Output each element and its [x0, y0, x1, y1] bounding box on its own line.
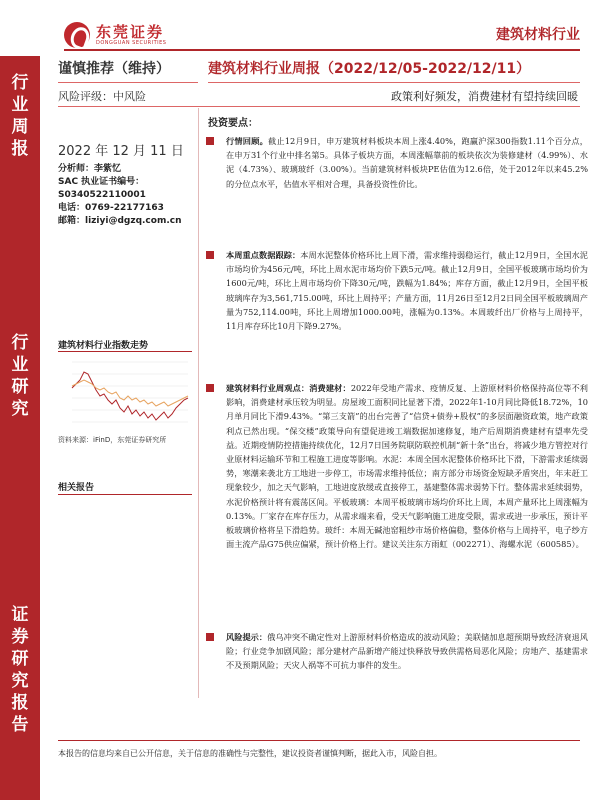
industry-title: 建筑材料行业: [496, 27, 580, 43]
point-market-review: [226, 134, 588, 191]
point-body: 俄乌冲突不确定性对上游原材料价格造成的波动风险；美联储加息超预期导致经济衰退风险；行业竞争加剧风险；部分建材产品新增产能过快释放导致供需格局恶化风险；房地产、基建需求不及预期风险；天灾人祸等不可抗力事件的发生。: [226, 632, 588, 671]
bullet-icon: [206, 137, 214, 145]
index-chart-divider: [58, 351, 192, 352]
title-divider: [208, 82, 580, 83]
logo-mark-icon: [64, 22, 90, 48]
rating-divider: [58, 82, 198, 83]
side-label-report: 证 券 研 究 报 告: [11, 605, 29, 735]
point-body: 本周水泥整体价格环比上周下滑，需求维持弱稳运行，截止12月9日，全国水泥市场均价为456元/吨，环比上周水泥市场均价下跌5元/吨。截止12月9日，全国平板玻璃市场均价为1600元/吨，环比上周市场均价下降30元/吨，跌幅为1.84%；库存方面，截止12月9日，全国平板玻璃库存为3,561,715.00吨，环比上周持平；产量方面，11月26日至12月2日同全国平板玻璃周产量为752,114.00吨，环比上周增加1000.00吨，涨幅为0.13%。本周玻纤出厂价格与上周持平，11月库存环比10月下降9.27%。: [226, 250, 588, 332]
analyst-label: 分析师：: [58, 164, 95, 174]
point-body: 截止12月9日，申万建筑材料板块本周上涨4.40%，跑赢沪深300指数1.11个百分点，在申万31个行业中排名第5。具体子板块方面，本周涨幅靠前的板块依次为装修建材（4.99%）、水泥（4.73%）、玻璃玻纤（3.00%）。当前建筑材料板块PE估值为12.6倍，处于2012年以来45.2%的分位点水平，估值水平相对合理，具备投资性价比。: [226, 136, 588, 189]
section-divider: [58, 106, 580, 107]
footer-divider: [58, 740, 580, 741]
point-weekly-view: [226, 381, 588, 551]
point-risk-warning: [226, 630, 588, 673]
related-reports-divider: [58, 494, 192, 495]
index-trend-chart: [58, 354, 192, 434]
analyst-phone: 电话：0769-22177163: [58, 203, 164, 213]
risk-level: 风险评级：中风险: [58, 90, 146, 103]
report-title: 建筑材料行业周报（2022/12/05-2022/12/11）: [208, 61, 531, 77]
side-label-weekly: 行 业 周 报: [11, 73, 29, 159]
chart-gridlines: [72, 362, 188, 422]
chart-source: 资料来源：iFinD，东莞证券研究所: [58, 436, 167, 444]
analyst-name: 李紫忆: [94, 164, 122, 174]
point-head: 行情回顾。: [226, 136, 269, 146]
point-head: 建筑材料行业周观点：消费建材：: [226, 383, 351, 393]
sac-label: SAC 执业证书编号：: [58, 177, 145, 187]
sac-number: S0340522110001: [58, 190, 146, 200]
company-logo: [64, 20, 204, 50]
column-divider: [198, 108, 199, 698]
report-date: 2022 年 12 月 11 日: [58, 144, 184, 159]
logo-chinese: 东莞证券: [96, 22, 165, 41]
chart-series-benchmark: [72, 380, 188, 406]
investment-points-title: 投资要点：: [208, 118, 258, 129]
bullet-icon: [206, 384, 214, 392]
header-divider: [64, 49, 580, 51]
bullet-icon: [206, 633, 214, 641]
analyst-info: [58, 163, 182, 228]
analyst-email: 邮箱：liziyi@dgzq.com.cn: [58, 216, 182, 226]
point-head: 本周重点数据跟踪：: [226, 250, 301, 260]
disclaimer: 本报告的信息均来自已公开信息，关于信息的准确性与完整性，建议投资者谨慎判断，据此入市，风险自担。: [58, 749, 442, 758]
chart-series-industry: [72, 372, 188, 420]
logo-english: DONGGUAN SECURITIES: [96, 39, 167, 46]
point-body: 2022年受地产需求、疫情反复、上游原材料价格保持高位等不利影响，消费建材承压较为明显。房屋竣工面积同比显著下滑，2022年1-10月同比降低18.72%，10月单月同比下滑9.43%。“第三支箭”的出台完善了“信贷+债券+股权”的多层面融资政策，地产政策利点已然出现。“保交楼”政策导向有望促进竣工端数据加速修复，地产后周期消费建材有望率先受益。近期疫情防控措施持续优化，12月7日国务院联防联控机制“新十条”出台，将减少地方管控对行业原材料运输环节和工程施工进度等影响。水泥：本周全国水泥整体价格环比下滑，下游需求延续弱势，寒潮来袭北方工地进一步停工，市场需求维持低位；南方部分市场资金短缺矛盾突出，年末赶工现象较少，加之天气影响，工地进度放缓或直接停工，基建整体需求弱势下行。整体需求延续弱势，水泥价格预计将有震荡区间。平板玻璃：本周平板玻璃市场均价环比上周，本周产量环比上周涨幅为0.13%。厂家存在库存压力，从需求端来看，受天气影响施工进度受限，需求或进一步承压，预计平板玻璃价格将呈下滑趋势。玻纤：本周无碱池窑粗纱市场价格偏稳，整体价格与上周持平，电子纱方面主流产品G75供应偏紧，预计价格上行。建议关注东方雨虹（002271）、海螺水泥（600585）。: [226, 383, 588, 550]
rating: 谨慎推荐（维持）: [58, 61, 170, 77]
point-data-tracking: [226, 248, 588, 333]
related-reports-title: 相关报告: [58, 483, 95, 493]
bullet-icon: [206, 251, 214, 259]
point-head: 风险提示：: [226, 632, 268, 642]
side-label-research: 行 业 研 究: [11, 333, 29, 419]
report-subtitle: 政策利好频发，消费建材有望持续回暖: [391, 90, 578, 103]
index-chart-title: 建筑材料行业指数走势: [58, 341, 149, 351]
